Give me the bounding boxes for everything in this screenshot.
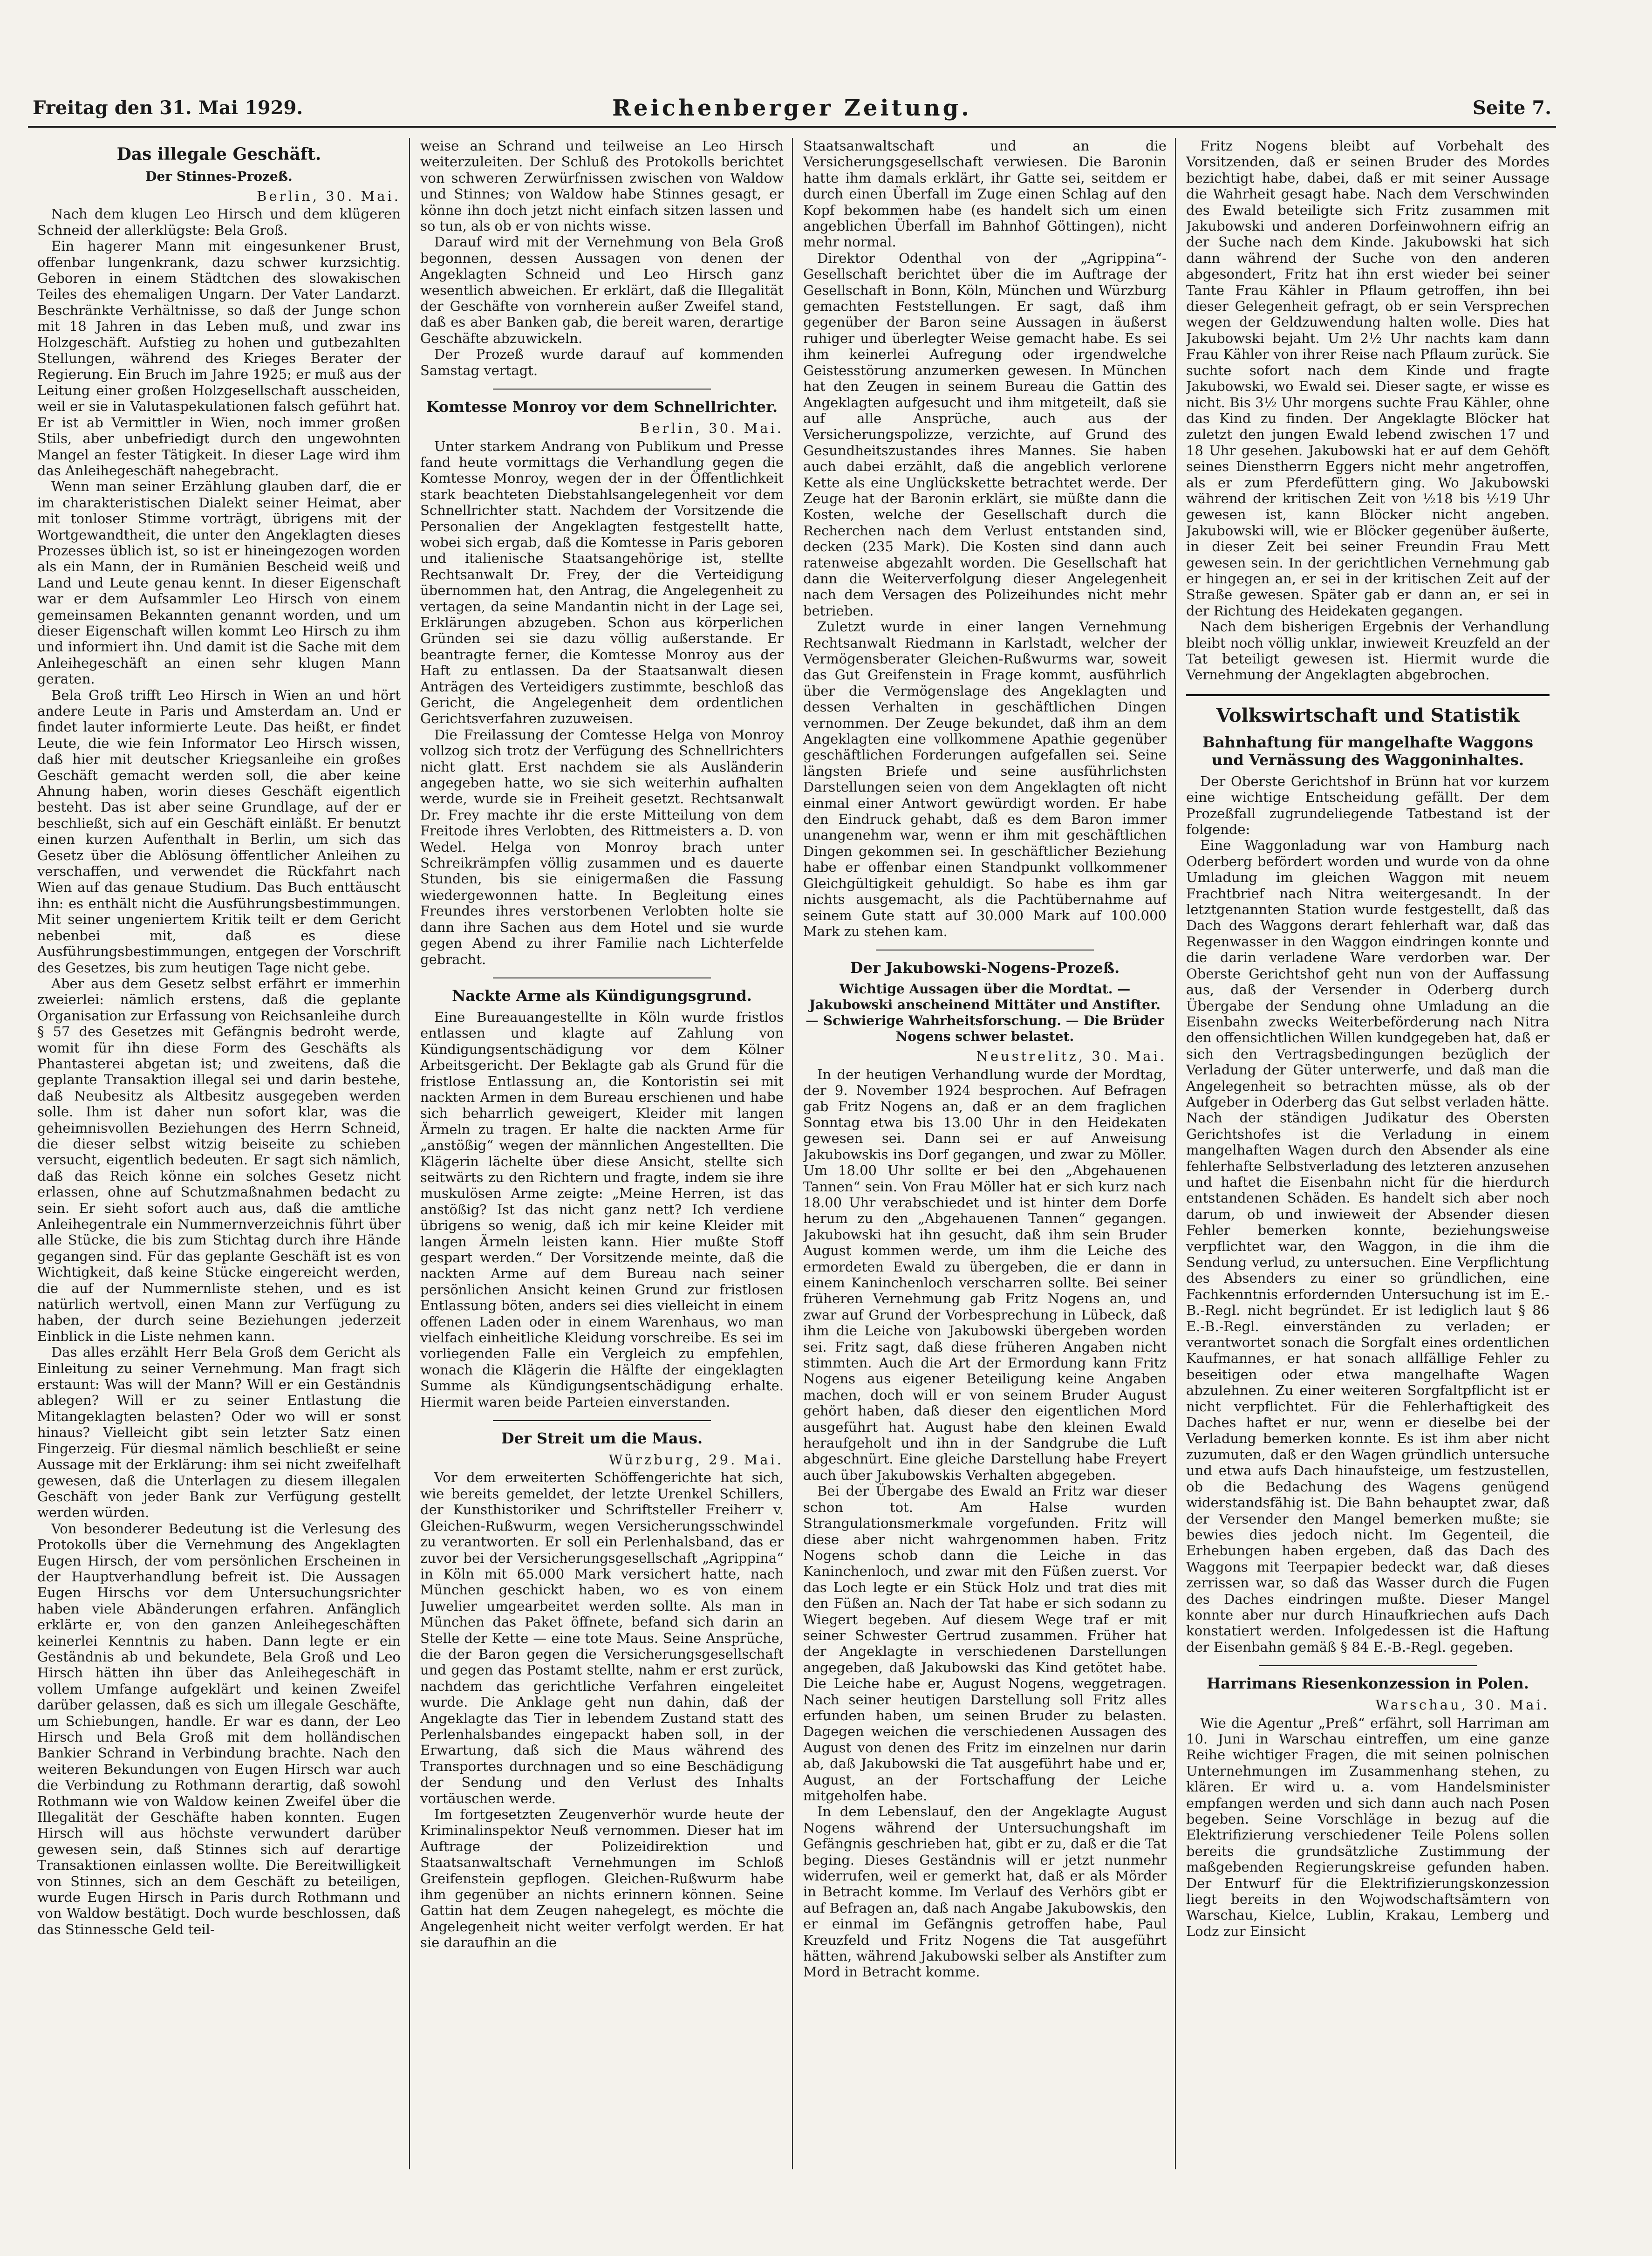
paragraph: Nach dem bisherigen Ergebnis der Verhandlung bleibt noch völlig unklar, inwieweit Kreuzfeld an der Tat beteiligt gewesen ist. Hiermit wurde die Vernehmung der Angeklagten abgebrochen. [1186, 619, 1550, 683]
section-rule [1186, 694, 1550, 696]
article-headline: Komtesse Monroy vor dem Schnellrichter. [426, 398, 778, 416]
page-header [28, 93, 1556, 128]
page-number: Seite 7. [1472, 97, 1551, 119]
article-headline: Nackte Arme als Kündigungsgrund. [452, 986, 752, 1005]
article-headline: Der Jakubowski-Nogens-Prozeß. [850, 959, 1120, 977]
article-headline: Der Streit um die Maus. [501, 1429, 703, 1448]
column-rule [792, 138, 793, 2169]
paragraph: Unter starkem Andrang von Publikum und Presse fand heute vormittags die Verhandlung gegen die Komtesse Monroy, wegen der in der Öffentlichkeit stark beachteten Diebstahlsangelegenheit vor dem Schnellrichter statt. Nachdem der Vorsitzende die Personalien der Angeklagten festgestellt hatte, wobei sich ergab, daß die Komtesse in Paris geboren und italienische Staatsangehörige ist, stellte Rechtsanwalt Dr. Frey, der die Verteidigung übernommen hat, den Antrag, die Angelegenheit zu vertagen, da seine Mandantin nicht in der Lage sei, Erklärungen abzugeben. Schon aus körperlichen Gründen sei sie dazu völlig außerstande. Er beantragte ferner, die Komtesse Monroy aus der Haft zu entlassen. Da der Staatsanwalt diesen Anträgen des Verteidigers zustimmte, beschloß das Gericht, die Angelegenheit dem ordentlichen Gerichtsverfahren zuzuweisen. [420, 438, 784, 727]
paragraph: Aber aus dem Gesetz selbst erfährt er immerhin zweierlei: nämlich erstens, daß die geplante Organisation zur Erfassung von Reichsanleihe durch § 57 des Gesetzes mit Gefängnis bedroht werde, womit für ihn diese Form des Geschäfts als Phantasterei abgetan ist; und zweitens, daß die geplante Transaktion illegal sei und darin bestehe, daß Neubesitz als Altbesitz ausgegeben werden solle. Ihm ist daher nun sofort klar, was die geheimnisvollen Beziehungen des Herrn Schneid, die dieser selbst witzig beiseite zu schieben versucht, eigentlich bedeuten. Er sagt sich nämlich, daß das Reich könne ein solches Gesetz nicht erlassen, ohne auf Schutzmaßnahmen bedacht zu sein. Er sieht sofort auch aus, daß die amtliche Anleihegentrale ein Nummernverzeichnis führt über alle Stücke, die bis zum Stichtag durch ihre Hände gegangen sind. Für das geplante Geschäft ist es von Wichtigkeit, daß keine Stücke eingereicht werden, die auf der Nummernliste stehen, und es ist natürlich wertvoll, einen Mann zur Verfügung zu haben, der durch seine Beziehungen jederzeit Einblick in die Liste nehmen kann. [37, 975, 401, 1344]
article-headline: Harrimans Riesenkonzession in Polen. [1207, 1675, 1529, 1693]
paragraph: Fritz Nogens bleibt auf Vorbehalt des Vorsitzenden, daß er seinen Bruder des Mordes bezichtigt habe, dabei, daß er mit seiner Aussage die Wahrheit gesagt habe. Nach dem Verschwinden des Ewald beteiligte sich Fritz zusammen mit Jakubowski und anderen Dorfeinwohnern eifrig an der Suche nach dem Kinde. Jakubowski hat sich dann während der Suche von den anderen abgesondert, Fritz hat ihn erst wieder bei seiner Tante Frau Kähler in Pflaum getroffen, ihn bei dieser Gelegenheit gefragt, ob er sein Versprechen wegen der Geldzuwendung halten wolle. Dies hat Jakubowski bejaht. Um 2½ Uhr nachts kam dann Frau Kähler von ihrer Reise nach Pflaum zurück. Sie suchte sofort nach dem Kinde und fragte Jakubowski, wo Ewald sei. Dieser sagte, er wisse es nicht. Bis 3½ Uhr morgens suchte Frau Kähler, ohne das Kind zu finden. Der Angeklagte Blöcker hat zuletzt den jungen Ewald lebend zwischen 17 und 18 Uhr gesehen. Jakubowski hat er auf dem Gehöft seines Dienstherrn Eggers nicht mehr angetroffen, als er zum Pferdefüttern ging. Wo Jakubowski während der kritischen Zeit von ½18 bis ½19 Uhr gewesen ist, kann Blöcker nicht angeben. Jakubowski will, wie er Blöcker gegenüber äußerte, in dieser Zeit bei seiner Freundin Frau Mett gewesen sein. In der gerichtlichen Vernehmung gab er hingegen an, er sei in der kritischen Zeit auf der Straße gewesen. Später gab er dann an, er sei in der Richtung des Heidekaten gegangen. [1186, 138, 1550, 619]
article-separator [1259, 1665, 1477, 1666]
paragraph: Bela Groß trifft Leo Hirsch in Wien an und hört andere Leute in Paris und Amsterdam an. Und er findet lauter informierte Leute. Das heißt, er findet Leute, die wie fein Informator Leo Hirsch wissen, daß hier mit deutscher Kriegsanleihe ein großes Geschäft gemacht werden soll, die aber keine Ahnung haben, worin dieses Geschäft eigentlich besteht. Das ist aber seine Grundlage, auf der er beschließt, sich auf ein Geschäft einläßt. Er benutzt einen kurzen Aufenthalt in Berlin, um sich das Gesetz über die Ablösung öffentlicher Anleihen zu verschaffen, und verwendet die Rückfahrt nach Wien auf das genaue Studium. Das Buch enttäuscht ihn: es enthält nicht die Ausführungsbestimmungen. Mit seiner ungeniertem Kritik teilt er dem Gericht nebenbei mit, daß es diese Ausführungsbestimmungen, entgegen der Vorschrift des Gesetzes, bis zum heutigen Tage nicht gebe. [37, 687, 401, 976]
article-headline: Bahnhaftung für mangelhafte Waggons und Vernässung des Waggoninhaltes. [1202, 733, 1533, 769]
article-subheadline: Wichtige Aussagen über die Mordtat. — Jakubowski anscheinend Mittäter und Anstifter. — Schwierige Wahrheitsforschung. — Die Brüder Nogens schwer belastet. [806, 981, 1164, 1045]
paragraph: Von besonderer Bedeutung ist die Verlesung des Protokolls über die Vernehmung des Angeklagten Eugen Hirsch, der vom persönlichen Erscheinen in der Hauptverhandlung befreit ist. Die Aussagen Eugen Hirschs vor dem Untersuchungsrichter haben viele Abänderungen erfahren. Anfänglich erklärte er, von den ganzen Anleihegeschäften keinerlei Kenntnis zu haben. Dann legte er ein Geständnis ab und bekundete, Bela Groß und Leo Hirsch hätten ihn über das Anleihegeschäft in vollem Umfange aufgeklärt und keinen Zweifel darüber gelassen, daß es sich um illegale Geschäfte, um Schiebungen, handle. Er war es dann, der Leo Hirsch und Bela Groß mit dem holländischen Bankier Schrand in Verbindung brachte. Nach den weiteren Bekundungen von Eugen Hirsch war auch die Verbindung zu Rothmann derartig, daß sowohl Rothmann wie von Waldow keinen Zweifel über die Illegalität der Geschäfte haben konnten. Eugen Hirsch will aus höchste verwundert darüber gewesen sein, daß Stinnes sich auf derartige Transaktionen einlassen wollte. Die Bereitwilligkeit von Stinnes, sich an dem Geschäft zu beteiligen, wurde Eugen Hirsch in Paris durch Rothmann und von Waldow bestätigt. Doch wurde beschlossen, daß das Stinnessche Geld teil- [37, 1520, 401, 1937]
newspaper-title: Reichenberger Zeitung. [612, 95, 972, 121]
paragraph: Eine Waggonladung war von Hamburg nach Oderberg befördert worden und wurde von da ohne Umladung im gleichen Waggon mit neuem Frachtbrief nach Nitra weitergesandt. In der letztgenannten Station wurde festgestellt, daß das Dach des Waggons derart fehlerhaft war, daß das Regenwasser in den Waggon eindringen konnte und die darin verladene Ware verdorben war. Der Oberste Gerichtshof geht nun von der Auffassung aus, daß der Versender in Oderberg durch Übergabe der Sendung ohne Umladung an die Eisenbahn zwecks Weiterbeförderung nach Nitra den offensichtlichen Willen kundgegeben hat, daß er sich den Vertragsbedingungen bezüglich der Verladung der Güter unterwerfe, und daß man die Angelegenheit so betrachten müsse, als ob der Aufgeber in Oderberg das Gut selbst verladen hätte. Nach der ständigen Judikatur des Obersten Gerichtshofes ist die Verladung in einem mangelhaften Wagen durch den Absender als eine fehlerhafte Selbstverladung des letzteren anzusehen und haftet die Eisenbahn nicht für die hierdurch entstandenen Schäden. Es handelt sich aber noch darum, ob und inwieweit der Absender diesen Fehler bemerken konnte, beziehungsweise verpflichtet war, den Waggon, in die ihm die Sendung verlud, zu untersuchen. Eine Verpflichtung des Absenders zu einer so gründlichen, eine Fachkenntnis erfordernden Untersuchung ist im E.-B.-Regl. nicht begründet. Er ist lediglich laut § 86 E.-B.-Regl. einverständen zu verladen; er verantwortet sonach die Sorgfalt eines ordentlichen Kaufmannes, er hat sonach allfällige Fehler zu beseitigen oder etwa mangelhafte Wagen abzulehnen. Zu einer weiteren Sorgfaltpflicht ist er nicht verpflichtet. Für die Fehlerhaftigkeit des Daches haftet er nur, wenn er dieselbe bei der Verladung bemerken konnte. Es ist ihm aber nicht zuzumuten, daß er den Wagen gründlich untersuche und etwa aufs Dach hinaufsteige, um festzustellen, ob die Bedachung des Wagens genügend widerstandsfähig ist. Die Bahn behauptet zwar, daß der Versender den Mangel bemerken mußte; sie bewies dies jedoch nicht. Im Gegenteil, die Erhebungen haben ergeben, daß das Dach des Waggons mit Teerpapier bedeckt war, daß dieses zerrissen war, so daß das Wasser durch die Fugen des Daches eindringen mußte. Dieser Mangel konnte aber nur durch Hinaufkriechen aufs Dach konstatiert werden. Infolgedessen ist die Haftung der Eisenbahn gemäß § 84 E.-B.-Regl. gegeben. [1186, 837, 1550, 1655]
column-rule [409, 138, 410, 2169]
paragraph: In dem Lebenslauf, den der Angeklagte August Nogens während der Untersuchungshaft im Gefängnis geschrieben hat, gibt er zu, daß er die Tat beging. Dieses Geständnis will er jetzt nunmehr widerrufen, weil er gemerkt hat, daß er als Mörder in Betracht komme. Im Verlauf des Verhörs gibt er auf Befragen an, daß nach Angabe Jakubowskis, den er einmal im Gefängnis getroffen habe, Paul Kreuzfeld und Fritz Nogens die Tat ausgeführt hätten, während Jakubowski selber als Anstifter zum Mord in Betracht komme. [803, 1804, 1167, 1980]
paragraph: Im fortgesetzten Zeugenverhör wurde heute der Kriminalinspektor Neuß vernommen. Dieser hat im Auftrage der Polizeidirektion und Staatsanwaltschaft Vernehmungen im Schloß Greifenstein gepflogen. Gleichen-Rußwurm habe ihm gegenüber an nichts erinnern können. Seine Gattin hat dem Zeugen nahegelegt, es möchte die Angelegenheit nicht weiter verfolgt werden. Er hat sie daraufhin an die [420, 1806, 784, 1951]
dateline: Berlin, 30. Mai. [257, 188, 401, 204]
column-3 [803, 138, 1167, 2169]
dateline: Berlin, 30. Mai. [640, 420, 784, 437]
paragraph: Wenn man seiner Erzählung glauben darf, die er im charakteristischen Dialekt seiner Heimat, aber mit tonloser Stimme vorträgt, übrigens mit der Wortgewandtheit, die unter den Angeklagten dieses Prozesses üblich ist, so ist er hineingezogen worden als ein Mann, der in Rumänien Bescheid weiß und Land und Leute genau kennt. In dieser Eigenschaft war er dem Aufsammler Leo Hirsch von einem gemeinsamen Bekannten genannt worden, und um dieser Eigenschaft willen kommt Leo Hirsch zu ihm und informiert ihn. Und damit ist die Sache mit dem Anleihegeschäft an einen sehr klugen Mann geraten. [37, 479, 401, 687]
paragraph: Ein hagerer Mann mit eingesunkener Brust, offenbar lungenkrank, dazu schwer kurzsichtig. Geboren in einem Städtchen des slowakischen Teiles des ehemaligen Ungarn. Der Vater Landarzt. Beschränkte Verhältnisse, so daß der Junge schon mit 18 Jahren in das Leben muß, und zwar ins Holzgeschäft. Aufstieg zu hohen und gutbezahlten Stellungen, während des Krieges Berater der Regierung. Ein Bruch im Jahre 1925; er muß aus der Leitung einer großen Holzgesellschaft ausscheiden, weil er sie in Valutaspekulationen falsch geführt hat. Er ist ab Vermittler in Wien, noch immer großen Stils, aber unbefriedigt durch den ungewohnten Mangel an fester Tätigkeit. In dieser Lage wird ihm das Anleihegeschäft nahegebracht. [37, 238, 401, 479]
paragraph: Die Freilassung der Comtesse Helga von Monroy vollzog sich trotz der Verfügung des Schnellrichters nicht glatt. Erst nachdem sie als Ausländerin angegeben hatte, wo sie sich weiterhin aufhalten werde, wurde sie in Freiheit gesetzt. Rechtsanwalt Dr. Frey machte ihr die erste Mitteilung von dem Freitode ihres Verlobten, des Rittmeisters a. D. von Wedel. Helga von Monroy brach unter Schreikrämpfen völlig zusammen und es dauerte Stunden, bis sie einigermaßen die Fassung wiedergewonnen hatte. In Begleitung eines Freundes ihres verstorbenen Verlobten holte sie dann ihre Sachen aus dem Hotel und sie wurde gegen Abend zu ihrer Familie nach Lichterfelde gebracht. [420, 726, 784, 967]
paragraph: Eine Bureauangestellte in Köln wurde fristlos entlassen und klagte auf Zahlung von Kündigungsentschädigung vor dem Kölner Arbeitsgericht. Der Beklagte gab als Grund für die fristlose Entlassung an, die Kontoristin sei mit nackten Armen in dem Bureau erschienen und habe sich beharrlich geweigert, Kleider mit langen Ärmeln zu tragen. Er halte die nackten Arme für „anstößig“ wegen der männlichen Angestellten. Die Klägerin lächelte über diese Ansicht, stellte sich seitwärts zu den Richtern und fragte, indem sie ihre muskulösen Arme zeigte: „Meine Herren, ist das anstößig? Ist das nicht ganz nett? Ich verdiene übrigens so wenig, daß ich mir keine Kleider mit langen Ärmeln leisten kann. Hier mußte Stoff gespart werden.“ Der Vorsitzende meinte, daß die nackten Arme auf dem Bureau nach seiner persönlichen Ansicht keinen Grund zur fristlosen Entlassung böten, anders sei dies vielleicht in einem offenen Laden oder in einem Warenhaus, wo man vielfach einheitliche Kleidung vorschreibe. Es sei im vorliegenden Falle ein Vergleich zu empfehlen, wonach die Klägerin die Hälfte der eingeklagten Summe als Kündigungsentschädigung erhalte. Hiermit waren beide Parteien einverstanden. [420, 1009, 784, 1410]
column-rule [1175, 138, 1176, 2169]
paragraph: Das alles erzählt Herr Bela Groß dem Gericht als Einleitung zu seiner Vernehmung. Man fragt sich erstaunt: Was will der Mann? Will er ein Geständnis ablegen? Will er zu seiner Entlastung die Mitangeklagten belasten? Oder wo will er sonst hinaus? Vielleicht gibt sein letzter Satz einen Fingerzeig. Für diesmal nämlich beschließt er seine Aussage mit der Erklärung: ihm sei nicht zweifelhaft gewesen, daß die Unterlagen zu diesem illegalen Geschäft von jeder Bank zur Verfügung gestellt werden würden. [37, 1344, 401, 1521]
paragraph: Der Prozeß wurde darauf auf kommenden Samstag vertagt. [420, 346, 784, 378]
paragraph: Direktor Odenthal von der „Agrippina“-Gesellschaft berichtet über die im Auftrage der Gesellschaft in Bonn, Köln, München und Würzburg gemachten Feststellungen. Er sagt, daß ihm gegenüber der Baron seine Aussagen in äußerst ruhiger und überlegter Weise gemacht habe. Es sei ihm keinerlei Aufregung oder irgendwelche Geistesstörung anzumerken gewesen. In München hat den Zeugen in seinem Bureau die Gattin des Angeklagten aufgesucht und ihm mitgeteilt, daß sie auf alle Ansprüche, auch aus der Versicherungspolizze, verzichte, auf Grund des Gesundheitszustandes ihres Mannes. Sie haben auch dabei erzählt, daß die angeblich verlorene Kette als eine Unglückskette betrachtet werde. Der Zeuge hat der Baronin erklärt, sie müßte dann die Kosten, welche der Gesellschaft durch die Recherchen nach dem Verlust entstanden sind, decken (235 Mark). Die Kosten sind dann auch ratenweise abgezahlt worden. Die Gesellschaft hat dann die Weiterverfolgung dieser Angelegenheit nach dem Versagen des Polizeihundes nicht mehr betrieben. [803, 250, 1167, 619]
dateline: Würzburg, 29. Mai. [608, 1452, 784, 1468]
section-title: Volkswirtschaft und Statistik [1216, 704, 1520, 726]
issue-date: Freitag den 31. Mai 1929. [33, 97, 303, 119]
column-4 [1186, 138, 1550, 2169]
paragraph: Vor dem erweiterten Schöffengerichte hat sich, wie bereits gemeldet, der letzte Urenkel Schillers, der Kunsthistoriker und Schriftsteller Freiherr v. Gleichen-Rußwurm, wegen Versicherungsschwindel zu verantworten. Er soll ein Perlenhalsband, das er zuvor bei der Versicherungsgesellschaft „Agrippina“ in Köln mit 65.000 Mark versichert hatte, nach München geschickt haben, wo es von einem Juwelier umgearbeitet werden sollte. Als man in München das Paket öffnete, befand sich darin an Stelle der Kette — eine tote Maus. Seine Ansprüche, die der Baron gegen die Versicherungsgesellschaft und gegen das Postamt stellte, nahm er erst zurück, nachdem das gerichtliche Verfahren eingeleitet wurde. Die Anklage geht nun dahin, daß der Angeklagte das Tier in lebendem Zustand statt des Perlenhalsbandes eingepackt haben soll, in der Erwartung, daß sich die Maus während des Transportes durchnagen und so eine Beschädigung der Sendung und den Verlust des Inhalts vortäuschen werde. [420, 1470, 784, 1806]
newspaper-page [28, 93, 1556, 2171]
paragraph: Wie die Agentur „Preß“ erfährt, soll Harriman am 10. Juni in Warschau eintreffen, um eine ganze Reihe wichtiger Fragen, die mit seinen polnischen Unternehmungen im Zusammenhang stehen, zu klären. Er wird u. a. vom Handelsminister empfangen werden und sich dann auch nach Posen begeben. Seine Vorschläge in bezug auf die Elektrifizierung verschiedener Teile Polens sollen bereits die grundsätzliche Zustimmung der maßgebenden Regierungskreise gefunden haben. Der Entwurf für die Elektrifizierungskonzession liegt bereits in den Wojwodschaftsämtern von Warschau, Kielce, Lublin, Krakau, Lemberg und Lodz zur Einsicht [1186, 1715, 1550, 1939]
paragraph: Nach dem klugen Leo Hirsch und dem klügeren Schneid der allerklügste: Bela Groß. [37, 206, 401, 238]
column-2 [420, 138, 784, 2169]
paragraph: Bei der Übergabe des Ewald an Fritz war dieser schon tot. Am Halse wurden Strangulationsmerkmale vorgefunden. Fritz will diese aber nicht wahrgenommen haben. Fritz Nogens schob dann die Leiche in das Kaninchenloch, und zwar mit den Füßen zuerst. Vor das Loch legte er ein Stück Holz und trat dies mit den Füßen an. Nach der Tat habe er sich sodann zu Wiegert begeben. Auf diesem Wege traf er mit seiner Schwester Gertrud zusammen. Früher hat der Angeklagte in verschiedenen Darstellungen angegeben, daß Jakubowski das Kind getötet habe. Die Leiche habe er, August Nogens, weggetragen. Nach seiner heutigen Darstellung soll Fritz alles erfunden haben, um seinen Bruder zu belasten. Dagegen weichen die verschiedenen Aussagen des August von denen des Fritz im einzelnen nur darin ab, daß Jakubowski die Tat ausgeführt habe und er, August, an der Fortschaffung der Leiche mitgeholfen habe. [803, 1483, 1167, 1804]
paragraph: Staatsanwaltschaft und an die Versicherungsgesellschaft verwiesen. Die Baronin hatte ihm damals erklärt, ihr Gatte sei, seitdem er durch einen Überfall im Zuge einen Schlag auf den Kopf bekommen habe (es handelt sich um einen angeblichen Überfall im Bahnhof Göttingen), nicht mehr normal. [803, 138, 1167, 250]
article-separator [493, 1420, 711, 1421]
paragraph: In der heutigen Verhandlung wurde der Mordtag, der 9. November 1924 besprochen. Auf Befragen gab Fritz Nogens an, daß er an dem fraglichen Sonntag etwa bis 13.00 Uhr in den Heidekaten gewesen sei. Dann sei er auf Anweisung Jakubowskis ins Dorf gegangen, und zwar zu Möller. Um 18.00 Uhr sollte er bei den „Abgehauenen Tannen“ sein. Von Frau Möller hat er sich kurz nach 18.00 Uhr verabschiedet und ist hinter dem Dorfe herum zu den „Abgehauenen Tannen“ gegangen. Jakubowski hat ihn gesucht, daß ihm sein Bruder August kommen werde, um ihm die Leiche des ermordeten Ewald zu übergeben, die er dann in einem Kaninchenloch verscharren sollte. Bei seiner früheren Vernehmung gab Fritz Nogens an, und zwar auf Grund der Vorbesprechung in Lübeck, daß ihm die Leiche von Jakubowski übergeben worden sei. Fritz sagt, daß diese früheren Angaben nicht stimmten. Auch die Art der Ermordung kann Fritz Nogens aus eigener Beteiligung keine Angaben machen, doch will er von seinem Bruder August gehört haben, daß dieser den eigentlichen Mord ausgeführt hat. August habe den kleinen Ewald heraufgeholt und ihn in der Sandgrube die Luft abgeschnürt. Eine gleiche Darstellung habe Freyert auch über Jakubowskis Verhalten abgegeben. [803, 1066, 1167, 1483]
paragraph: Darauf wird mit der Vernehmung von Bela Groß begonnen, dessen Aussagen von denen der Angeklagten Schneid und Leo Hirsch ganz wesentlich abweichen. Er erklärt, daß die Illegalität der Geschäfte von vornherein außer Zweifel stand, daß es aber Banken gab, die bereit waren, derartige Geschäfte abzuwickeln. [420, 234, 784, 346]
article-headline: Das illegale Geschäft. [116, 144, 321, 164]
paragraph: Zuletzt wurde in einer langen Vernehmung Rechtsanwalt Riedmann in Karlstadt, welcher der Vermögensberater Gleichen-Rußwurms war, soweit das Gut Greifenstein in Frage kommt, ausführlich über die Vermögenslage des Angeklagten und dessen Verhalten in geschäftlichen Dingen vernommen. Der Zeuge bekundet, daß ihm an dem Angeklagten eine vollkommene Apathie gegenüber geschäftlichen Forderungen aufgefallen sei. Seine längsten Briefe und seine ausführlichsten Darstellungen seien von dem Angeklagten oft nicht einmal einer Antwort gewürdigt worden. Er habe den Eindruck gehabt, daß es dem Baron immer unangenehm war, wenn er ihm mit geschäftlichen Dingen gekommen sei. In geschäftlicher Beziehung habe er offenbar einen Standpunkt vollkommener Gleichgültigkeit gehuldigt. So habe es ihm gar nichts ausgemacht, als die Pachtübernahme auf seinem Gute statt auf 30.000 Mark auf 100.000 Mark zu stehen kam. [803, 619, 1167, 939]
dateline: Neustrelitz, 30. Mai. [976, 1048, 1167, 1065]
column-1 [37, 138, 401, 2169]
article-subheadline: Der Stinnes-Prozeß. [145, 169, 293, 184]
article-separator [493, 389, 711, 390]
paragraph: Der Oberste Gerichtshof in Brünn hat vor kurzem eine wichtige Entscheidung gefällt. Der dem Prozeßfall zugrundeliegende Tatbestand ist der folgende: [1186, 773, 1550, 838]
paragraph: weise an Schrand und teilweise an Leo Hirsch weiterzuleiten. Der Schluß des Protokolls berichtet von schweren Zerwürfnissen zwischen von Waldow und Stinnes; von Waldow habe Stinnes gesagt, er könne ihn doch jetzt nicht einfach sitzen lassen und so tun, als ob er von nichts wisse. [420, 138, 784, 234]
dateline: Warschau, 30. Mai. [1375, 1697, 1550, 1713]
